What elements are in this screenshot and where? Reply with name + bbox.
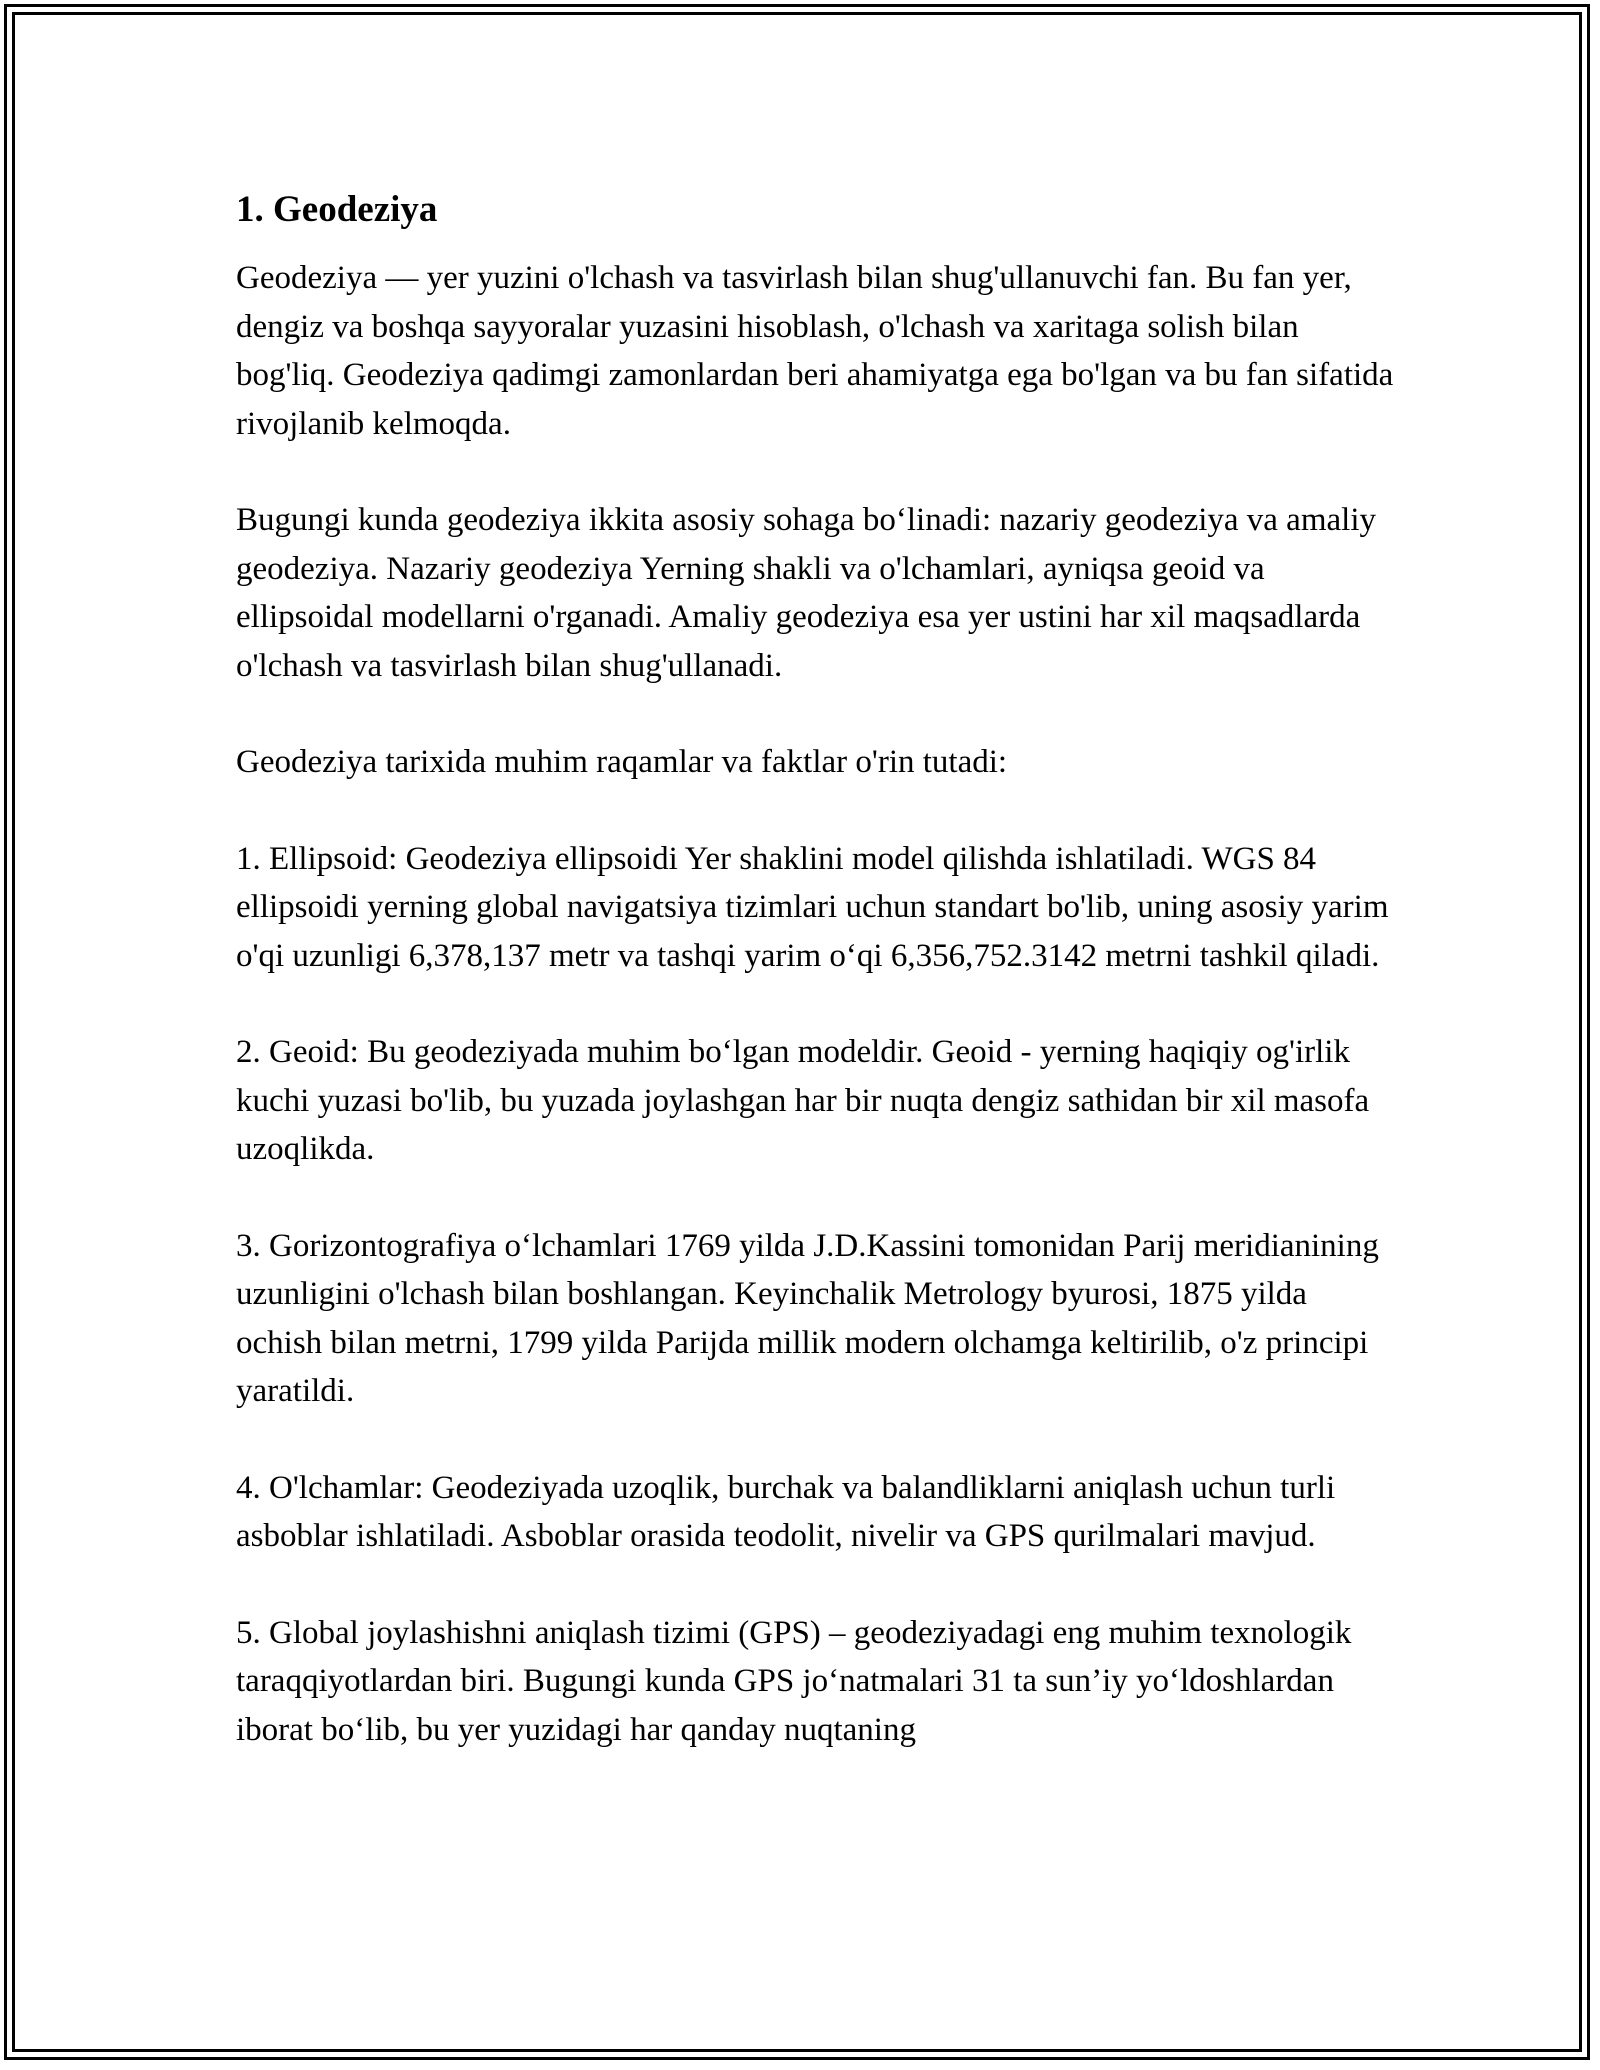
paragraph-intro: Geodeziya — yer yuzini o'lchash va tasvirlash bilan shug'ullanuvchi fan. Bu fan yer, dengiz va boshqa sayyoralar yuzasini hisoblash, o'lchash va xaritaga solish bilan bog'liq. Geodeziya qadimgi zamonlardan beri ahamiyatga ega bo'lgan va bu fan sifatida rivojlanib kelmoqda. [236, 260, 1394, 442]
paragraph-facts-intro: Geodeziya tarixida muhim raqamlar va faktlar o'rin tutadi: [236, 744, 1008, 780]
paragraph-geoid: 2. Geoid: Bu geodeziyada muhim boʻlgan modeldir. Geoid - yerning haqiqiy og'irlik kuchi yuzasi bo'lib, bu yuzada joylashgan har bir nuqta dengiz sathidan bir xil masofa uzoqlikda. [236, 1034, 1370, 1167]
paragraph-olchamlar: 4. O'lchamlar: Geodeziyada uzoqlik, burchak va balandliklarni aniqlash uchun turli asboblar ishlatiladi. Asboblar orasida teodolit, nivelir va GPS qurilmalari mavjud. [236, 1469, 1336, 1554]
paragraph-gorizontografiya: 3. Gorizontografiya oʻlchamlari 1769 yilda J.D.Kassini tomonidan Parij meridianining uzunligini o'lchash bilan boshlangan. Keyinchalik Metrology byurosi, 1875 yilda ochish bilan metrni, 1799 yilda Parijda millik modern olchamga keltirilib, o'z principi yaratildi. [236, 1227, 1379, 1409]
paragraph-branches: Bugungi kunda geodeziya ikkita asosiy sohaga boʻlinadi: nazariy geodeziya va amaliy geodeziya. Nazariy geodeziya Yerning shakli va o'lchamlari, ayniqsa geoid va ellipsoidal modellarni o'rganadi. Amaliy geodeziya esa yer ustini har xil maqsadlarda o'lchash va tasvirlash bilan shug'ullanadi. [236, 502, 1376, 684]
paragraph-ellipsoid: 1. Ellipsoid: Geodeziya ellipsoidi Yer shaklini model qilishda ishlatiladi. WGS 84 ellipsoidi yerning global navigatsiya tizimlari uchun standart bo'lib, uning asosiy yarim o'qi uzunligi 6,378,137 metr va tashqi yarim oʻqi 6,356,752.3142 metrni tashkil qiladi. [236, 840, 1389, 974]
document-body [236, 186, 1396, 1802]
section-heading: 1. Geodeziya [236, 189, 438, 230]
paragraph-gps: 5. Global joylashishni aniqlash tizimi (GPS) – geodeziyadagi eng muhim texnologik taraqqiyotlardan biri. Bugungi kunda GPS joʻnatmalari 31 ta sun’iy yoʻldoshlardan iborat boʻlib, bu yer yuzidagi har qanday nuqtaning [236, 1614, 1352, 1748]
